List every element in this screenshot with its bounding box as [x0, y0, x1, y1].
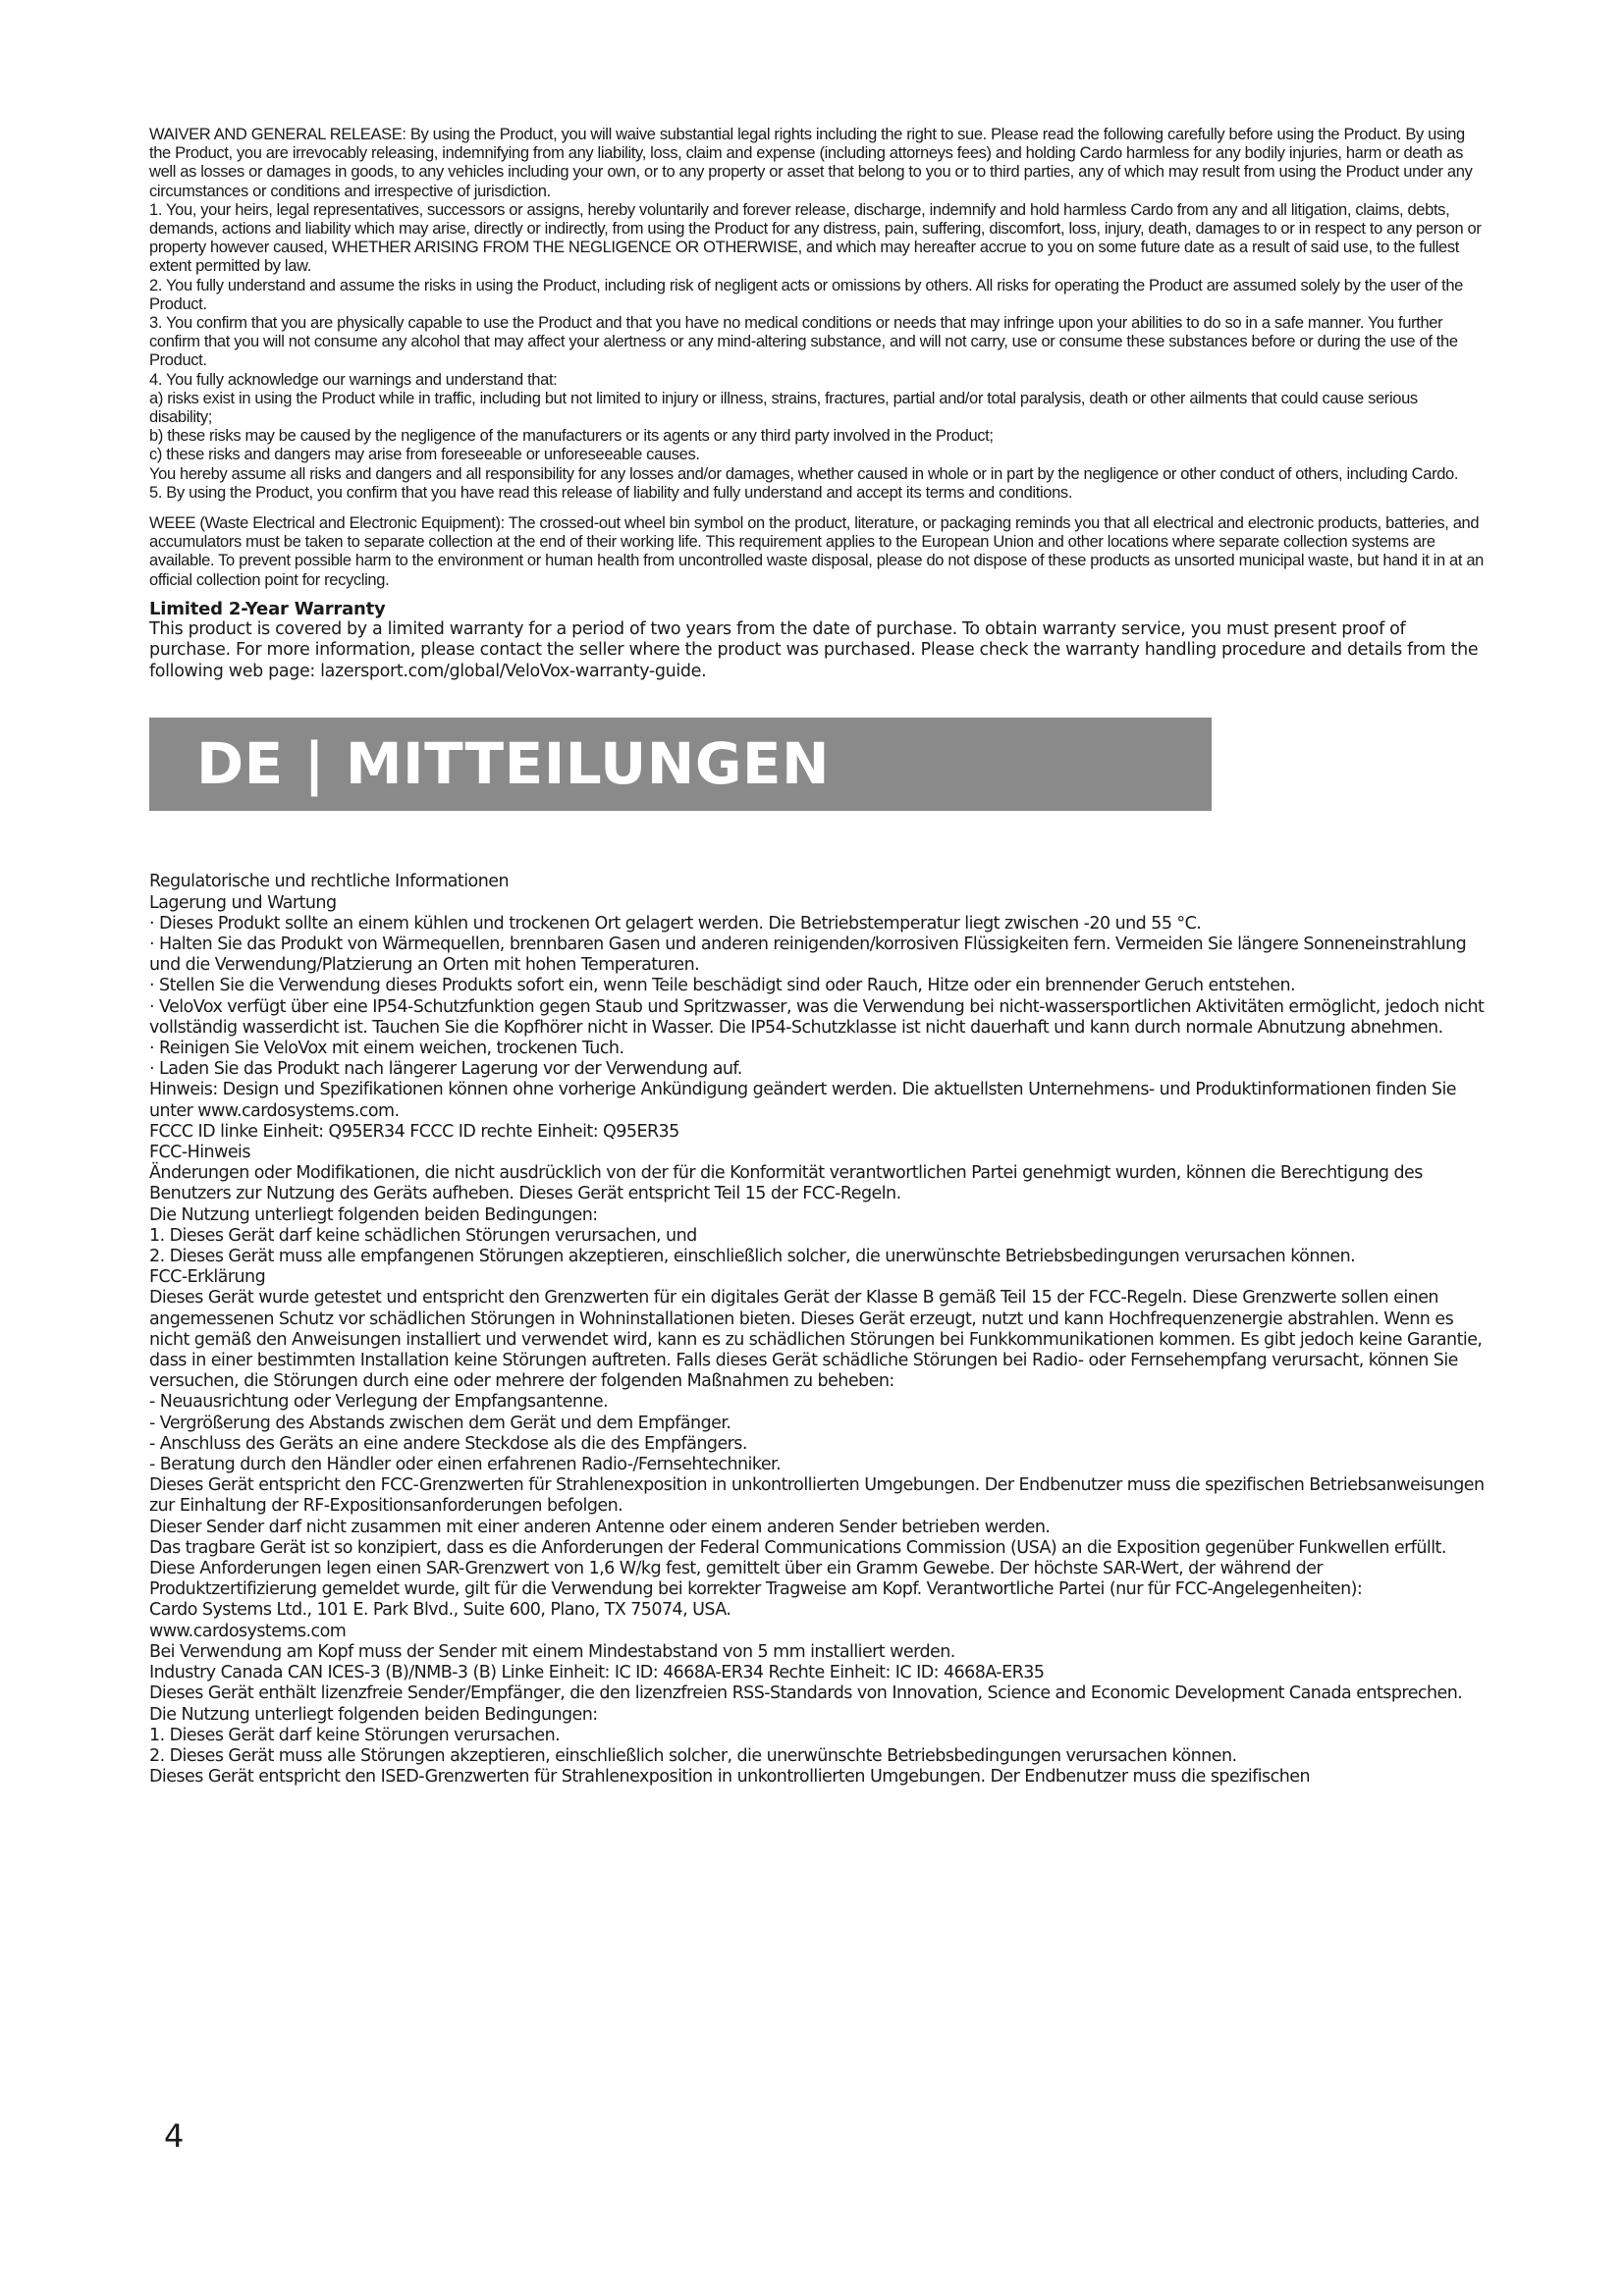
weee-paragraph: WEEE (Waste Electrical and Electronic Equipment): The crossed-out wheel bin symbol on the product, literature, or packaging reminds you that all electrical and electronic products, batteries, and accumulators must be taken to separate collection at the end of their working life. This requirement applies to the European Union and other locations where separate collection systems are available. To prevent possible harm to the environment or human health from uncontrolled waste disposal, please do not dispose of these products as unsorted municipal waste, but hand it in at an official collection point for recycling.: [149, 514, 1484, 589]
de-line: FCC-Erklärung: [149, 1267, 266, 1288]
de-line: · Halten Sie das Produkt von Wärmequellen, brennbaren Gasen und anderen reinigenden/korrosiven Flüssigkeiten fern. Vermeiden Sie längere Sonneneinstrahlung und die Verwendung/Platzierung an Orten mit hohen Temperaturen.: [149, 934, 1467, 976]
waiver-clause-4a: a) risks exist in using the Product while in traffic, including but not limited to injury or illness, strains, fractures, partial and/or total paralysis, death or other ailments that could cause serious disability;: [149, 389, 1418, 427]
de-line: 1. Dieses Gerät darf keine Störungen verursachen.: [149, 1725, 561, 1745]
page-number: 4: [164, 2117, 185, 2155]
de-line: Industry Canada CAN ICES-3 (B)/NMB-3 (B) Linke Einheit: IC ID: 4668A-ER34 Rechte Einheit: IC ID: 4668A-ER35: [149, 1663, 1045, 1683]
de-line: · Stellen Sie die Verwendung dieses Produkts sofort ein, wenn Teile beschädigt sind oder Rauch, Hitze oder ein brennender Geruch entstehen.: [149, 976, 1296, 996]
de-line: Dieses Gerät entspricht den ISED-Grenzwerten für Strahlenexposition in unkontrollierten Umgebungen. Der Endbenutzer muss die spezifischen: [149, 1767, 1310, 1788]
de-line: Dieser Sender darf nicht zusammen mit einer anderen Antenne oder einem anderen Sender betrieben werden.: [149, 1517, 1051, 1537]
section-banner: [149, 718, 1212, 811]
german-notices-section: [149, 872, 1485, 1788]
de-line: Hinweis: Design und Spezifikationen können ohne vorherige Ankündigung geändert werden. Die aktuellsten Unternehmens- und Produktinformationen finden Sie unter www.cardosystems.com.: [149, 1080, 1457, 1121]
de-line: Regulatorische und rechtliche Informationen: [149, 872, 509, 892]
de-line: · Reinigen Sie VeloVox mit einem weichen, trockenen Tuch.: [149, 1039, 624, 1058]
warranty-section: [149, 599, 1485, 683]
de-line: Dieses Gerät wurde getestet und entspricht den Grenzwerten für ein digitales Gerät der Klasse B gemäß Teil 15 der FCC-Regeln. Diese Grenzwerte sollen einen angemessenen Schutz vor schädlichen Störungen in Wohninstallationen bieten. Dieses Gerät erzeugt, nutzt und kann Hochfrequenzenergie abstrahlen. Wenn es nicht gemäß den Anweisungen installiert und verwendet wird, kann es zu schädlichen Störungen bei Funkkommunikationen kommen. Es gibt jedoch keine Garantie, dass in einer bestimmten Installation keine Störungen auftreten. Falls dieses Gerät schädliche Störungen bei Radio- oder Fernsehempfang verursacht, können Sie versuchen, die Störungen durch eine oder mehrere der folgenden Maßnahmen zu beheben:: [149, 1288, 1483, 1392]
de-line: 2. Dieses Gerät muss alle empfangenen Störungen akzeptieren, einschließlich solcher, die unerwünschte Betriebsbedingungen verursachen können.: [149, 1247, 1356, 1267]
de-line: Änderungen oder Modifikationen, die nicht ausdrücklich von der für die Konformität verantwortlichen Partei genehmigt wurden, können die Berechtigung des Benutzers zur Nutzung des Geräts aufheben. Dieses Gerät entspricht Teil 15 der FCC-Regeln.: [149, 1163, 1423, 1204]
de-line: 2. Dieses Gerät muss alle Störungen akzeptieren, einschließlich solcher, die unerwünschte Betriebsbedingungen verursachen können.: [149, 1745, 1237, 1766]
de-line: Cardo Systems Ltd., 101 E. Park Blvd., Suite 600, Plano, TX 75074, USA.: [149, 1600, 731, 1621]
waiver-assumption: You hereby assume all risks and dangers and all responsibility for any losses and/or damages, whether caused in whole or in part by the negligence or other conduct of others, including Cardo.: [149, 464, 1459, 483]
waiver-clause-5: 5. By using the Product, you confirm that you have read this release of liability and fully understand and accept its terms and conditions.: [149, 483, 1073, 502]
de-line: - Vergrößerung des Abstands zwischen dem Gerät und dem Empfänger.: [149, 1413, 731, 1433]
de-line: - Anschluss des Geräts an eine andere Steckdose als die des Empfängers.: [149, 1433, 747, 1454]
de-line: - Beratung durch den Händler oder einen erfahrenen Radio-/Fernsehtechniker.: [149, 1455, 782, 1475]
warranty-text: This product is covered by a limited warranty for a period of two years from the date of purchase. To obtain warranty service, you must present proof of purchase. For more information, please contact the seller where the product was purchased. Please check the warranty handling procedure and details from the following web page: lazersport.com/global/VeloVox-warranty-guide.: [149, 618, 1479, 681]
waiver-clause-2: 2. You fully understand and assume the risks in using the Product, including risk of negligent acts or omissions by others. All risks for operating the Product are assumed solely by the user of the Product.: [149, 276, 1463, 313]
de-line: · VeloVox verfügt über eine IP54-Schutzfunktion gegen Staub und Spritzwasser, was die Verwendung bei nicht-wassersportlichen Aktivitäten ermöglicht, jedoch nicht vollständig wasserdicht ist. Tauchen Sie die Kopfhörer nicht in Wasser. Die IP54-Schutzklasse ist nicht dauerhaft und kann durch normale Abnutzung abnehmen.: [149, 996, 1485, 1038]
de-line: Dieses Gerät enthält lizenzfreie Sender/Empfänger, die den lizenzfreien RSS-Standards von Innovation, Science and Economic Development Canada entsprechen. Die Nutzung unterliegt folgenden beiden Bedingungen:: [149, 1683, 1463, 1725]
de-line: · Laden Sie das Produkt nach längerer Lagerung vor der Verwendung auf.: [149, 1059, 742, 1080]
waiver-clause-4b: b) these risks may be caused by the negligence of the manufacturers or its agents or any third party involved in the Product;: [149, 427, 994, 446]
waiver-clause-3: 3. You confirm that you are physically capable to use the Product and that you have no medical conditions or needs that may infringe upon your abilities to do so in a safe manner. You further confirm that you will not consume any alcohol that may affect your alertness or any mind-altering substance, and will not carry, use or consume these substances before or during the use of the Product.: [149, 314, 1458, 370]
de-line: Lagerung und Wartung: [149, 892, 337, 913]
de-line: Die Nutzung unterliegt folgenden beiden Bedingungen:: [149, 1204, 598, 1225]
de-line: Dieses Gerät entspricht den FCC-Grenzwerten für Strahlenexposition in unkontrollierten Umgebungen. Der Endbenutzer muss die spezifischen Betriebsanweisungen zur Einhaltung der RF-Expositionsanforderungen befolgen.: [149, 1475, 1485, 1517]
waiver-clause-4: 4. You fully acknowledge our warnings and understand that:: [149, 370, 558, 389]
waiver-clause-1: 1. You, your heirs, legal representatives, successors or assigns, hereby voluntarily and forever release, discharge, indemnify and hold harmless Cardo from any and all litigation, claims, debts, demands, actions and liability which may arise, directly or indirectly, from using the Product for any distress, pain, suffering, discomfort, loss, injury, death, damages to or in respect to any person or property however caused, WHETHER ARISING FROM THE NEGLIGENCE OR OTHERWISE, and which may hereafter accrue to you on some future date as a result of said use, to the fullest extent permitted by law.: [149, 200, 1482, 276]
document-page: [149, 126, 1485, 1788]
de-line: FCC-Hinweis: [149, 1143, 250, 1163]
de-line: - Neuausrichtung oder Verlegung der Empfangsantenne.: [149, 1392, 609, 1413]
de-line: 1. Dieses Gerät darf keine schädlichen Störungen verursachen, und: [149, 1225, 697, 1246]
de-line: www.cardosystems.com: [149, 1621, 347, 1641]
de-line: · Dieses Produkt sollte an einem kühlen und trockenen Ort gelagert werden. Die Betriebstemperatur liegt zwischen -20 und 55 °C.: [149, 913, 1202, 934]
warranty-heading: Limited 2-Year Warranty: [149, 598, 386, 619]
waiver-intro: WAIVER AND GENERAL RELEASE: By using the Product, you will waive substantial legal rights including the right to sue. Please read the following carefully before using the Product. By using the Product, you are irrevocably releasing, indemnifying from any liability, loss, claim and expense (including attorneys fees) and holding Cardo harmless for any bodily injuries, harm or death as well as losses or damages in goods, to any vehicles including your own, or to any property or asset that belong to you or to third parties, any of which may result from using the Product under any circumstances or conditions and irrespective of jurisdiction.: [149, 126, 1473, 200]
section-title: DE | MITTEILUNGEN: [196, 730, 831, 798]
english-legal-section: [149, 126, 1485, 590]
de-line: Das tragbare Gerät ist so konzipiert, dass es die Anforderungen der Federal Communications Commission (USA) an die Exposition gegenüber Funkwellen erfüllt. Diese Anforderungen legen einen SAR-Grenzwert von 1,6 W/kg fest, gemittelt über ein Gramm Gewebe. Der höchste SAR-Wert, der während der Produktzertifizierung gemeldet wurde, gilt für die Verwendung bei korrekter Tragweise am Kopf. Verantwortliche Partei (nur für FCC-Angelegenheiten):: [149, 1537, 1446, 1600]
waiver-clause-4c: c) these risks and dangers may arise from foreseeable or unforeseeable causes.: [149, 446, 700, 464]
de-line: FCCC ID linke Einheit: Q95ER34 FCCC ID rechte Einheit: Q95ER35: [149, 1121, 679, 1142]
de-line: Bei Verwendung am Kopf muss der Sender mit einem Mindestabstand von 5 mm installiert werden.: [149, 1641, 955, 1662]
